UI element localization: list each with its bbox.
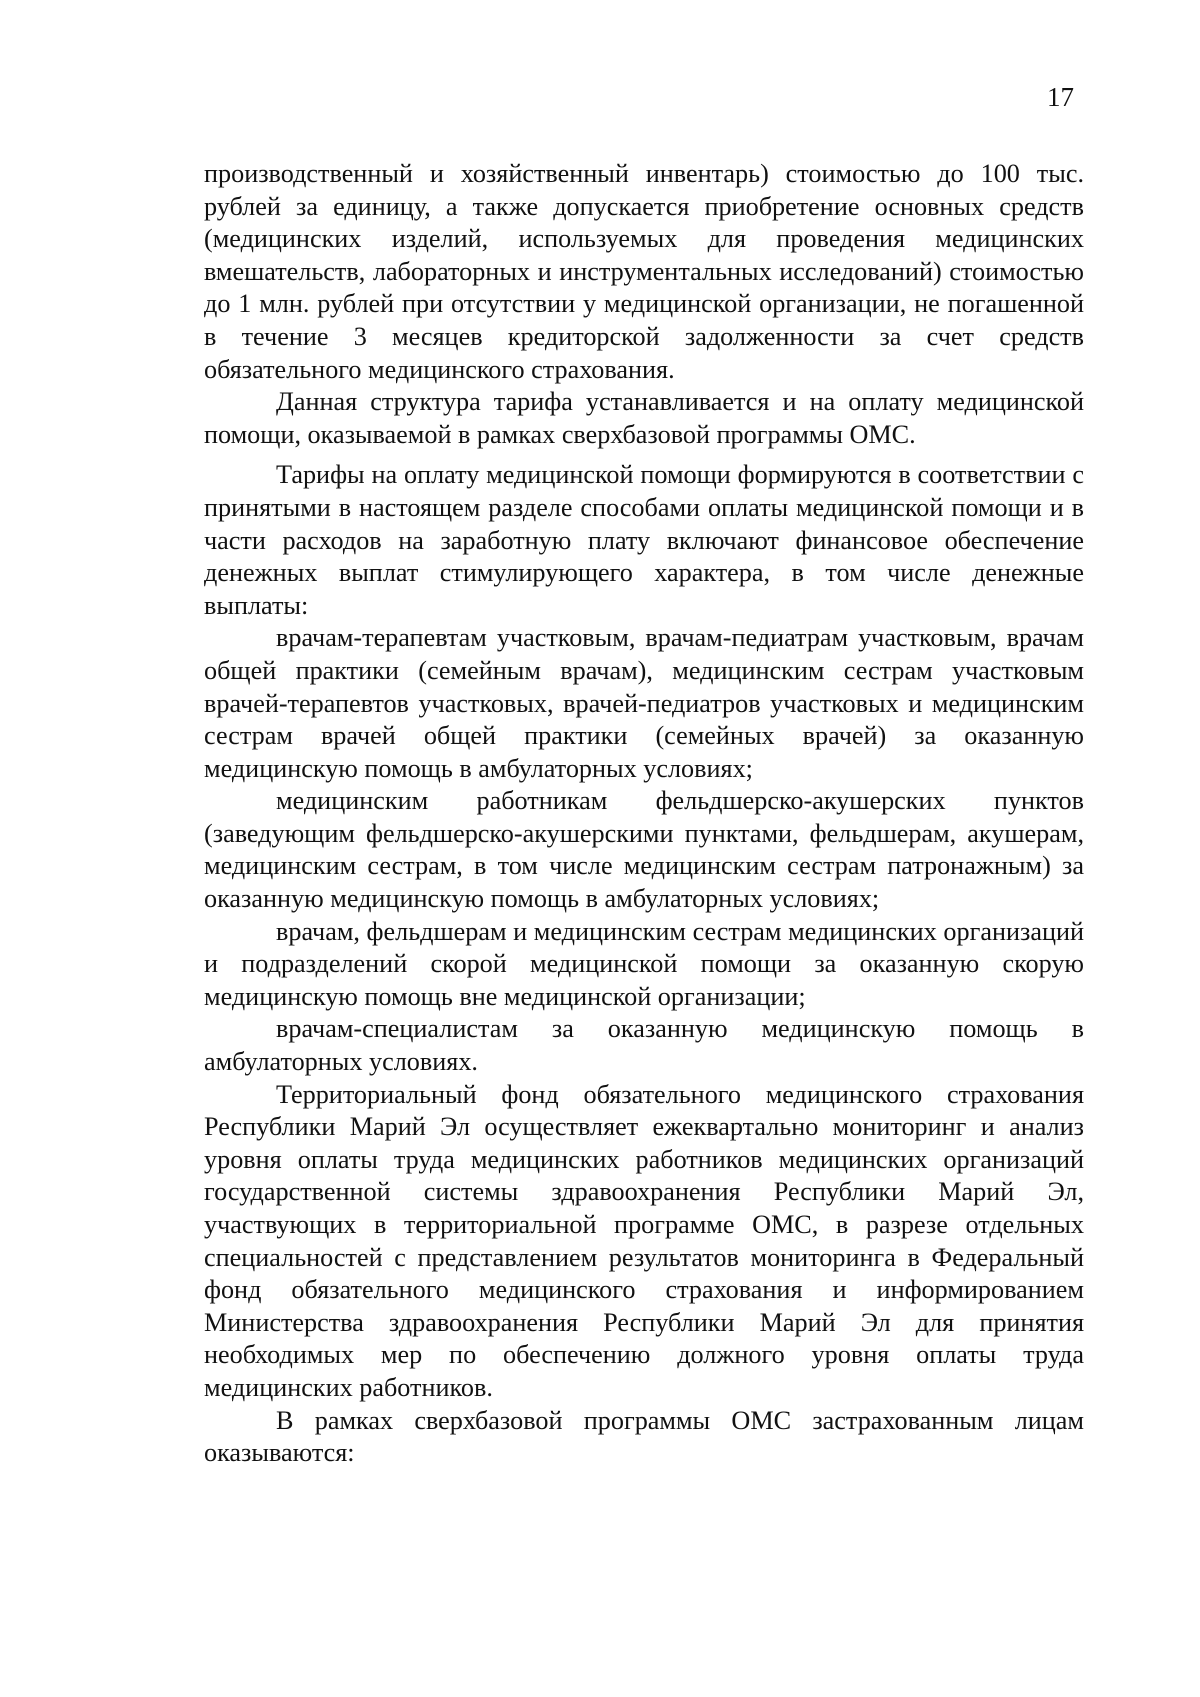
list-item-feldsher-stations: медицинским работникам фельдшерско-акушерских пунктов (заведующим фельдшерско-акушерскими пунктами, фельдшерам, акушерам, медицинским сестрам, в том числе медицинским сестрам патронажным) за оказанную медицинскую помощь в амбулаторных условиях; — [204, 786, 1084, 914]
list-item-specialists: врачам-специалистам за оказанную медицинскую помощь в амбулаторных условиях. — [204, 1014, 1084, 1077]
paragraph-tariff-structure: Данная структура тарифа устанавливается и на оплату медицинской помощи, оказываемой в рамках сверхбазовой программы ОМС. — [204, 387, 1084, 449]
paragraph-superbasic-program: В рамках сверхбазовой программы ОМС застрахованным лицам оказываются: — [204, 1405, 1084, 1468]
paragraph-tariffs-formation: Тарифы на оплату медицинской помощи формируются в соответствии с принятыми в настоящем разделе способами оплаты медицинской помощи и в части расходов на заработную плату включают финансовое обеспечение денежных выплат стимулирующего характера, в том числе денежные выплаты: — [204, 460, 1084, 620]
paragraph-continuation: производственный и хозяйственный инвентарь) стоимостью до 100 тыс. рублей за единицу, а также допускается приобретение основных средств (медицинских изделий, используемых для проведения медицинских вмешательств, лабораторных и инструментальных исследований) стоимостью до 1 млн. рублей при отсутствии у медицинской организации, не погашенной в течение 3 месяцев кредиторской задолженности за счет средств обязательного медицинского страхования. — [204, 159, 1084, 384]
list-item-ambulance-staff: врачам, фельдшерам и медицинским сестрам медицинских организаций и подразделений скорой медицинской помощи за оказанную скорую медицинскую помощь вне медицинской организации; — [204, 916, 1084, 1011]
list-item-district-doctors: врачам-терапевтам участковым, врачам-педиатрам участковым, врачам общей практики (семейным врачам), медицинским сестрам участковым врачей-терапевтов участковых, врачей-педиатров участковых и медицинским сестрам врачей общей практики (семейных врачей) за оказанную медицинскую помощь в амбулаторных условиях; — [204, 623, 1084, 783]
page-number: 17 — [1047, 82, 1074, 112]
document-body — [204, 158, 1084, 1470]
paragraph-monitoring: Территориальный фонд обязательного медицинского страхования Республики Марий Эл осуществляет ежеквартально мониторинг и анализ уровня оплаты труда медицинских работников медицинских организаций государственной системы здравоохранения Республики Марий Эл, участвующих в территориальной программе ОМС, в разрезе отдельных специальностей с представлением результатов мониторинга в Федеральный фонд обязательного медицинского страхования и информированием Министерства здравоохранения Республики Марий Эл для принятия необходимых мер по обеспечению должного уровня оплаты труда медицинских работников. — [204, 1079, 1084, 1402]
